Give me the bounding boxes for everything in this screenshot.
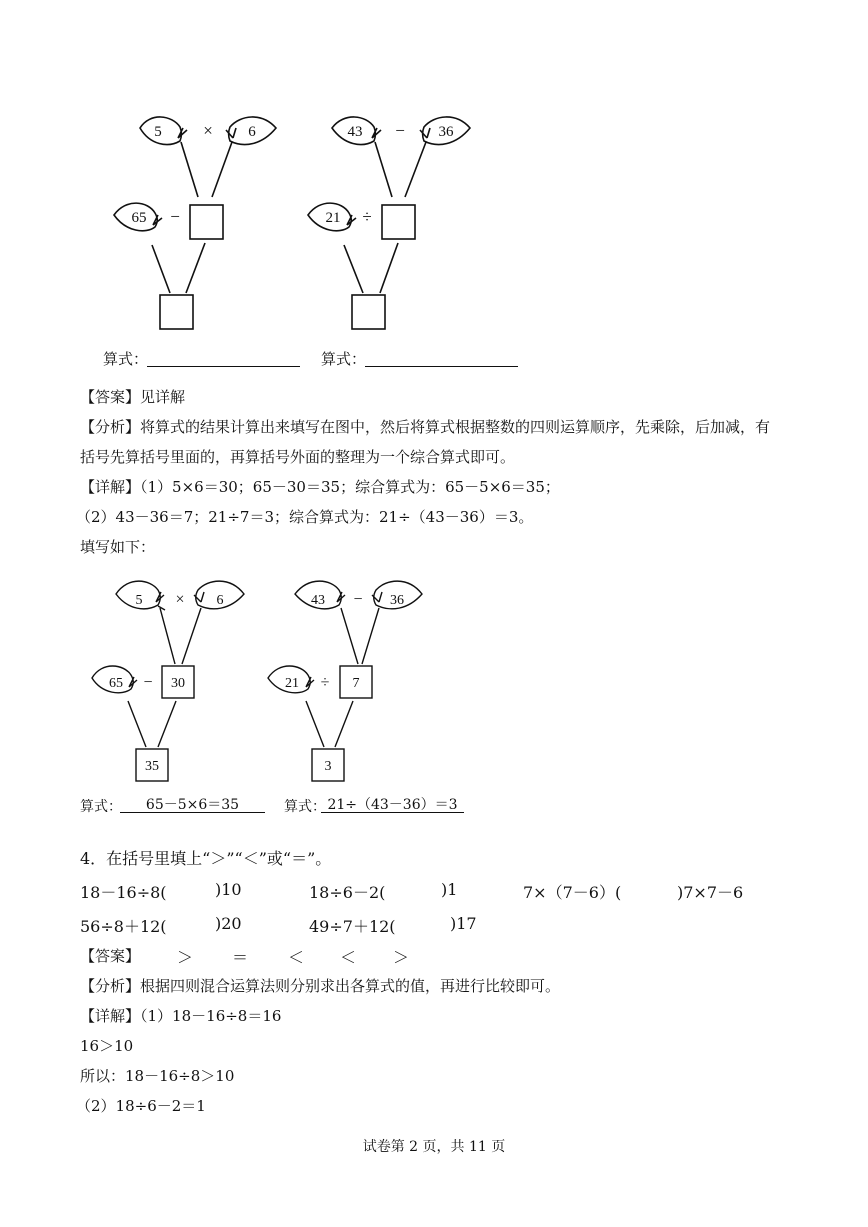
detail-text: （1）5×6＝30；65－30＝35；综合算式为：65－5×6＝35； bbox=[140, 478, 560, 496]
leaf-number: 36 bbox=[438, 124, 454, 140]
expr-4a: 56÷8＋12( bbox=[80, 917, 167, 936]
expr-5a: 49÷7＋12( bbox=[309, 917, 396, 936]
formula-blank[interactable] bbox=[365, 350, 518, 367]
analysis-tag: 【分析】 bbox=[80, 977, 141, 995]
expr-1a: 18－16÷8( bbox=[80, 883, 167, 902]
expr-3b: )7×7－6 bbox=[677, 883, 744, 902]
q4-answer-4: ＜ bbox=[340, 948, 357, 967]
box-value: 3 bbox=[324, 759, 332, 774]
analysis-text: 将算式的结果计算出来填写在图中，然后将算式根据整数的四则运算顺序，先乘除，后加减，有 bbox=[140, 418, 771, 436]
answer-tag: 【答案】 bbox=[80, 388, 141, 406]
q4-answer-3: ＜ bbox=[288, 948, 305, 967]
q4-detail-4: （2）18÷6－2＝1 bbox=[76, 1097, 206, 1115]
leaf-number: 6 bbox=[216, 593, 224, 608]
leaf-number: 43 bbox=[347, 124, 363, 140]
detail-tag: 【详解】 bbox=[80, 478, 141, 496]
leaf-number: 5 bbox=[154, 124, 162, 140]
answer-box bbox=[352, 295, 385, 329]
diagram-1 bbox=[0, 0, 868, 380]
q4-detail-3: 所以：18－16÷8＞10 bbox=[80, 1067, 235, 1085]
analysis-line-2: 括号先算括号里面的，再算括号外面的整理为一个综合算式即可。 bbox=[80, 448, 516, 466]
operator: − bbox=[170, 207, 180, 226]
leaf-number: 5 bbox=[135, 593, 143, 608]
expr-1b: )10 bbox=[215, 880, 242, 899]
answer-box bbox=[382, 205, 415, 239]
leaf-number: 21 bbox=[285, 676, 299, 691]
formula-label: 算式： bbox=[80, 799, 122, 815]
box-value: 30 bbox=[171, 676, 185, 691]
answer-line bbox=[80, 387, 185, 407]
q4-detail-2: 16＞10 bbox=[80, 1037, 134, 1055]
formula-label: 算式： bbox=[284, 799, 326, 815]
expr-2a: 18÷6－2( bbox=[309, 883, 386, 902]
operator: ÷ bbox=[362, 207, 372, 226]
detail-line-2: （2）43－36＝7；21÷7＝3；综合算式为：21÷（43－36）＝3。 bbox=[76, 508, 534, 526]
expr-5b: )17 bbox=[450, 914, 477, 933]
operator: − bbox=[395, 121, 405, 140]
expr-2b: )1 bbox=[441, 880, 458, 899]
operator: − bbox=[143, 674, 153, 691]
answer-box bbox=[160, 295, 193, 329]
box-value: 35 bbox=[145, 759, 159, 774]
leaf-number: 65 bbox=[109, 676, 123, 691]
leaf-number: 43 bbox=[311, 593, 325, 608]
q4-answer-1: ＞ bbox=[177, 948, 194, 967]
formula-label: 算式： bbox=[103, 350, 149, 368]
formula-filled: 65－5×6＝35 bbox=[120, 794, 265, 813]
answer-box bbox=[190, 205, 223, 239]
leaf-number: 21 bbox=[325, 210, 341, 226]
detail-line-1 bbox=[80, 477, 560, 497]
analysis-text: 根据四则混合运算法则分别求出各算式的值，再进行比较即可。 bbox=[140, 977, 561, 995]
analysis-line-1 bbox=[80, 417, 770, 437]
expr-3a: 7×（7－6）( bbox=[523, 883, 622, 902]
operator: × bbox=[175, 591, 185, 608]
page-footer: 试卷第 2 页，共 11 页 bbox=[362, 1139, 506, 1155]
formula-filled: 21÷（43－36）＝3 bbox=[321, 794, 464, 813]
diagram-2 bbox=[0, 570, 868, 830]
leaf-number: 6 bbox=[248, 124, 256, 140]
analysis-tag: 【分析】 bbox=[80, 418, 141, 436]
answer-text: 见详解 bbox=[140, 388, 186, 406]
operator: ÷ bbox=[320, 674, 330, 691]
q4-answer-tag: 【答案】 bbox=[80, 947, 141, 965]
leaf-number: 65 bbox=[131, 210, 147, 226]
question-4-title: 4．在括号里填上“＞”“＜”或“＝”。 bbox=[80, 849, 332, 868]
expr-4b: )20 bbox=[215, 914, 242, 933]
q4-answer-5: ＞ bbox=[393, 948, 410, 967]
box-value: 7 bbox=[352, 676, 360, 691]
detail-line-3: 填写如下： bbox=[80, 538, 156, 556]
q4-detail-1 bbox=[80, 1006, 281, 1026]
leaf-number: 36 bbox=[390, 593, 404, 608]
q4-analysis bbox=[80, 976, 560, 996]
q4-answer-2: ＝ bbox=[232, 948, 249, 967]
operator: − bbox=[353, 591, 363, 608]
formula-label: 算式： bbox=[321, 350, 367, 368]
operator: × bbox=[203, 121, 213, 140]
detail-text: （1）18－16÷8＝16 bbox=[140, 1007, 282, 1025]
detail-tag: 【详解】 bbox=[80, 1007, 141, 1025]
formula-blank[interactable] bbox=[147, 350, 300, 367]
